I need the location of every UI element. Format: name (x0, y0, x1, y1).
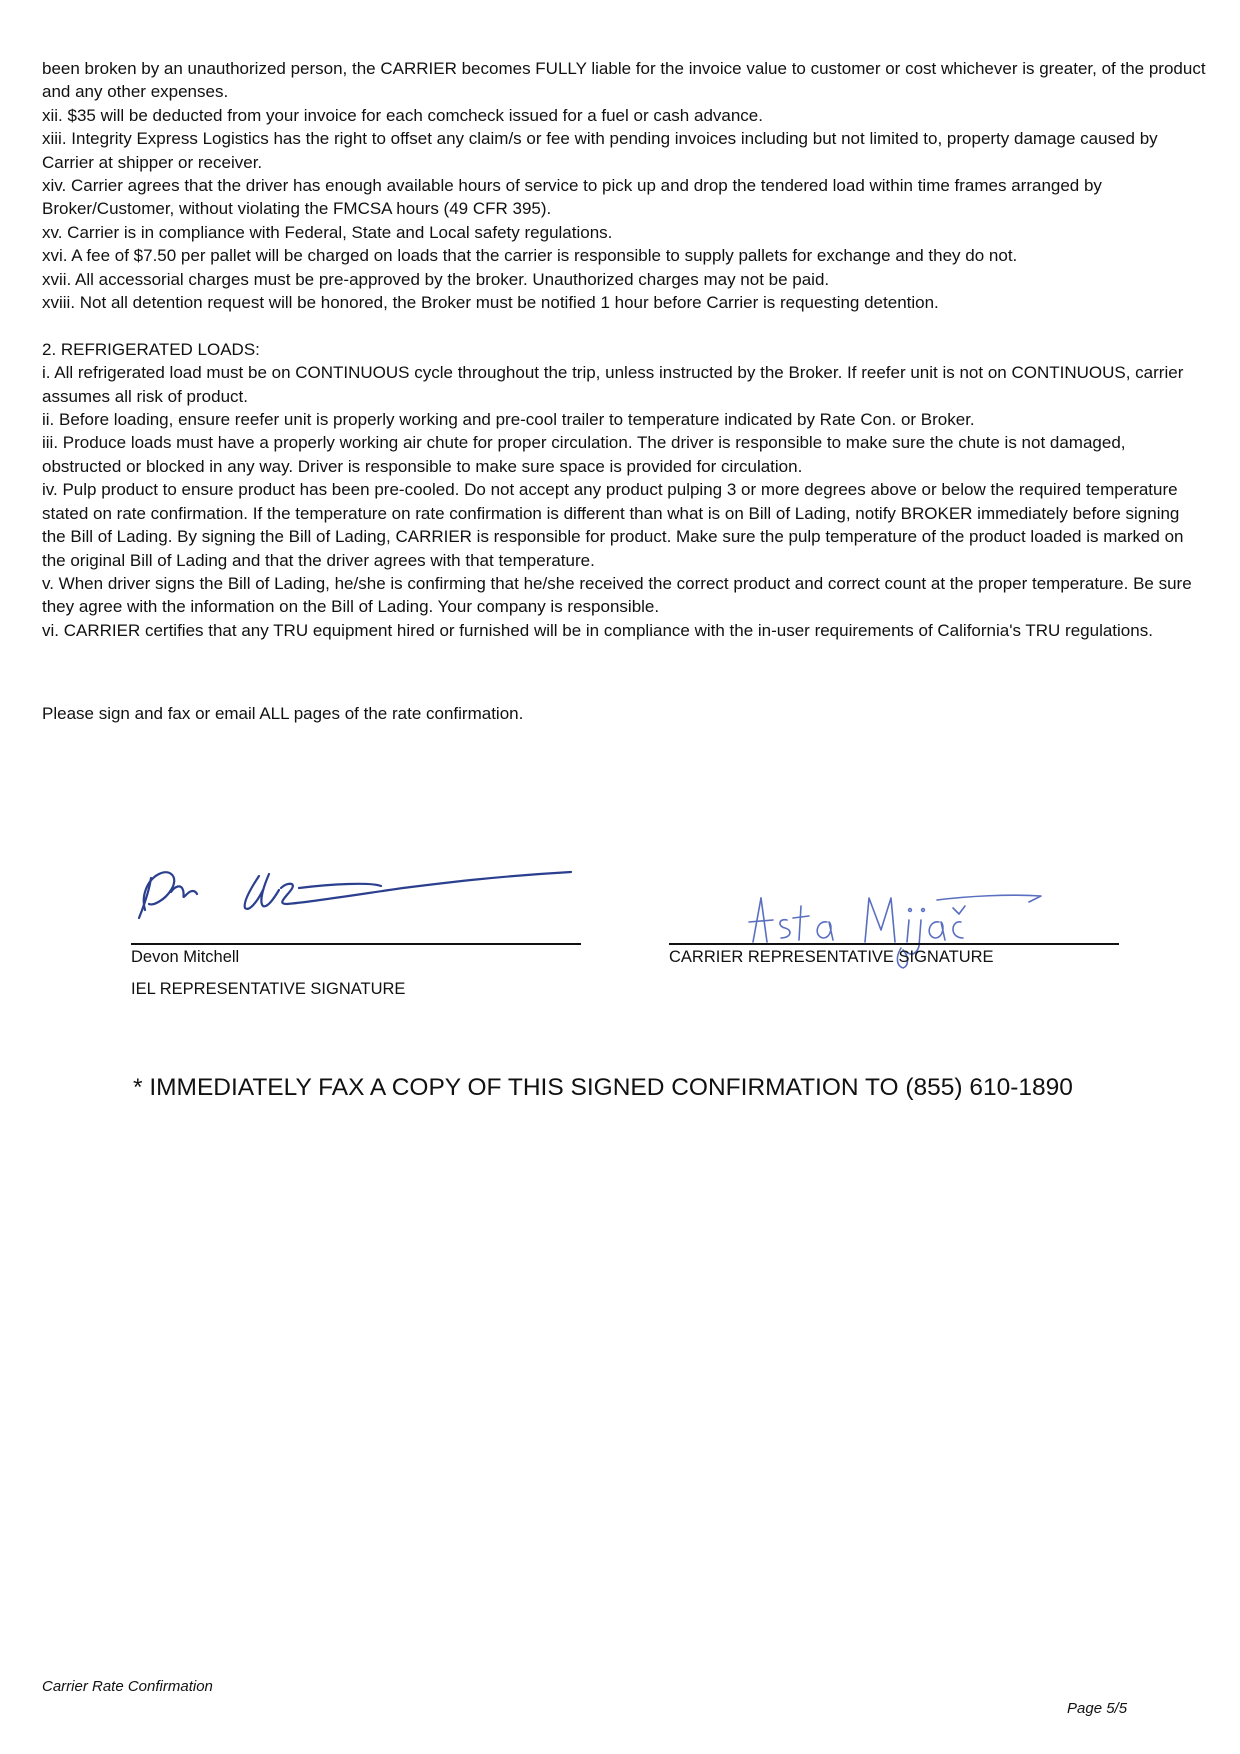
iel-signature-line (131, 943, 581, 945)
carrier-signature-line (669, 943, 1119, 945)
terms-text (42, 57, 1207, 642)
paragraph-xviii: xviii. Not all detention request will be honored, the Broker must be notified 1 hour before Carrier is requesting detention. (42, 293, 939, 313)
paragraph-xiv: xiv. Carrier agrees that the driver has enough available hours of service to pick up and drop the tendered load within time frames arranged by Broker/Customer, without violating the FMCSA hours (49 CFR 395). (42, 176, 1102, 219)
paragraph-refrigerated-v: v. When driver signs the Bill of Lading, he/she is confirming that he/she received the correct product and correct count at the proper temperature. Be sure they agree with the information on the Bill of Lading. Your company is responsible. (42, 573, 1192, 617)
paragraph-xvii: xvii. All accessorial charges must be pre-approved by the broker. Unauthorized charges may not be paid. (42, 269, 830, 289)
paragraph-refrigerated-vi: vi. CARRIER certifies that any TRU equipment hired or furnished will be in compliance with the in-user requirements of California's TRU regulations. (42, 620, 1153, 640)
carrier-signature-label: CARRIER REPRESENTATIVE SIGNATURE (669, 948, 994, 966)
iel-handwritten-signature (131, 848, 581, 940)
paragraph-refrigerated-i: i. All refrigerated load must be on CONTINUOUS cycle throughout the trip, unless instructed by the Broker. If reefer unit is not on CONTINUOUS, carrier assumes all risk of product. (42, 363, 1184, 406)
section-heading-refrigerated: 2. REFRIGERATED LOADS: (42, 339, 260, 359)
paragraph-xiii: xiii. Integrity Express Logistics has the right to offset any claim/s or fee with pending invoices including but not limited to, property damage caused by Carrier at shipper or receiver. (42, 129, 1158, 172)
fax-notice: * IMMEDIATELY FAX A COPY OF THIS SIGNED CONFIRMATION TO (855) 610-1890 (133, 1074, 1073, 1101)
iel-signer-name: Devon Mitchell (131, 948, 240, 966)
paragraph-continuation: been broken by an unauthorized person, the CARRIER becomes FULLY liable for the invoice value to customer or cost whichever is greater, of the product and any other expenses. (42, 59, 1206, 102)
paragraph-refrigerated-ii: ii. Before loading, ensure reefer unit is properly working and pre-cool trailer to temperature indicated by Rate Con. or Broker. (42, 410, 975, 430)
paragraph-gap (42, 314, 1207, 337)
paragraph-xvi: xvi. A fee of $7.50 per pallet will be charged on loads that the carrier is responsible to supply pallets for exchange and they do not. (42, 246, 1018, 266)
paragraph-refrigerated-iii: iii. Produce loads must have a properly working air chute for proper circulation. The driver is responsible to make sure the chute is not damaged, obstructed or blocked in any way. Driver is responsible to make sure space is provided for circulation. (42, 433, 1126, 476)
iel-signature-label: IEL REPRESENTATIVE SIGNATURE (131, 980, 406, 998)
paragraph-refrigerated-iv: iv. Pulp product to ensure product has been pre-cooled. Do not accept any product pulping 3 or more degrees above or below the required temperature stated on rate confirmation. If the temperature on rate confirmation is different than what is on Bill of Lading, notify BROKER immediately before signing the Bill of Lading. By signing the Bill of Lading, CARRIER is responsible for product. Make sure the pulp temperature of the product loaded is marked on the original Bill of Lading and that the driver agrees with that temperature. (42, 480, 1184, 570)
paragraph-xii: xii. $35 will be deducted from your invoice for each comcheck issued for a fuel or cash advance. (42, 105, 763, 125)
paragraph-xv: xv. Carrier is in compliance with Federal, State and Local safety regulations. (42, 222, 613, 242)
footer-page-number: Page 5/5 (1067, 1700, 1128, 1717)
footer-document-title: Carrier Rate Confirmation (42, 1678, 213, 1695)
closing-instruction: Please sign and fax or email ALL pages of the rate confirmation. (42, 704, 524, 723)
